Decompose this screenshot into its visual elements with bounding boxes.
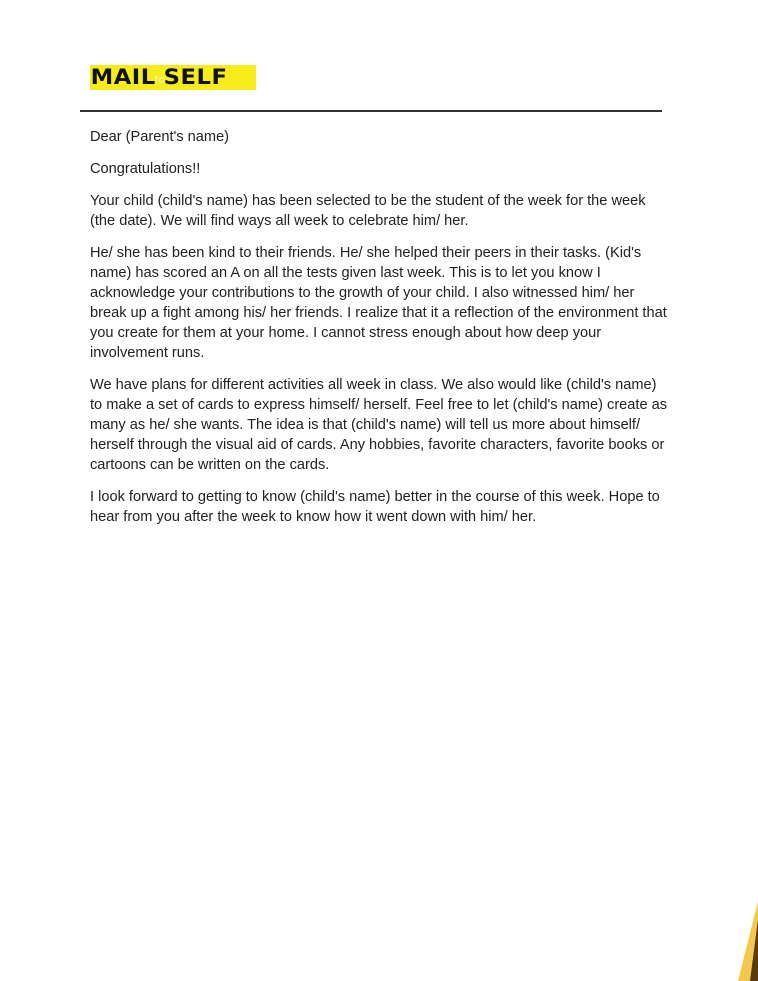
- letter-salutation: Dear (Parent's name): [90, 129, 230, 145]
- letter-body: [90, 127, 670, 539]
- letter-paragraph-3: We have plans for different activities all week in class. We also would like (child's name) to make a set of cards to express himself/ herself. Feel free to let (child's name) create as many as he/ she wants. The idea is that (child's name) will tell us more about himself/ herself through the visual aid of cards. Any hobbies, favorite characters, favorite books or cartoons can be written on the cards.: [90, 377, 668, 473]
- letter-paragraph-4: I look forward to getting to know (child's name) better in the course of this week. Hope to hear from you after the week to know how it went down with him/ her.: [90, 489, 660, 525]
- mailtoself-logo: [90, 65, 256, 90]
- letter-paragraph-2: He/ she has been kind to their friends. He/ she helped their peers in their tasks. (Kid's name) has scored an A on all the tests given last week. This is to let you know I acknowledge your contributions to the growth of your child. I also witnessed him/ her break up a fight among his/ her friends. I realize that it a reflection of the environment that you create for them at your home. I cannot stress enough about how deep your involvement runs.: [90, 245, 667, 361]
- header-divider: [80, 110, 662, 112]
- logo-text-self: SELF: [164, 65, 228, 89]
- logo-text-to: to: [154, 73, 166, 86]
- corner-decoration-icon: [736, 901, 758, 981]
- letter-paragraph-1: Your child (child's name) has been selected to be the student of the week for the week (the date). We will find ways all week to celebrate him/ her.: [90, 193, 646, 229]
- letter-greeting: Congratulations!!: [90, 161, 201, 177]
- logo-text-mail: MAIL: [90, 65, 156, 89]
